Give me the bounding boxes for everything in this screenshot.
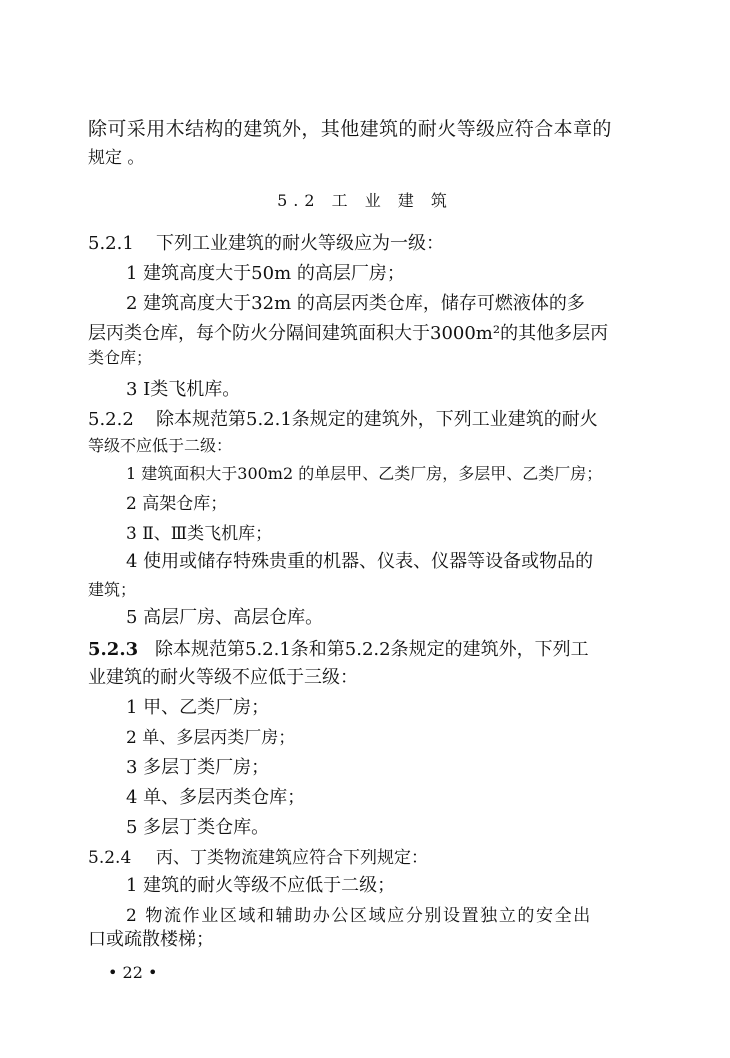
section-heading: 5.2 工 业 建 筑 (277, 191, 453, 210)
clause-number: 5.2.2 (88, 409, 134, 430)
clause-5-2-1 (88, 232, 444, 256)
list-item: 3 Ⅰ类飞机库。 (126, 379, 241, 400)
list-item-continuation: 建筑； (88, 580, 137, 599)
list-item-continuation: 口或疏散楼梯； (88, 929, 214, 950)
list-item: 1 甲、乙类厂房； (126, 697, 270, 718)
list-item: 2 物流作业区域和辅助办公区域应分别设置独立的安全出 (126, 906, 592, 926)
list-item: 1 建筑的耐火等级不应低于二级； (126, 875, 396, 896)
list-item: 2 高架仓库； (126, 494, 228, 514)
list-item: 4 使用或储存特殊贵重的机器、仪表、仪器等设备或物品的 (126, 551, 594, 572)
list-item-continuation: 类仓库； (88, 348, 153, 367)
list-item: 3 Ⅱ、Ⅲ类飞机库； (126, 524, 273, 544)
list-item: 1 建筑高度大于50m 的高层厂房； (126, 263, 405, 284)
clause-text-continuation: 等级不应低于二级： (88, 436, 233, 455)
list-item: 1 建筑面积大于300m2 的单层甲、乙类厂房，多层甲、乙类厂房； (126, 464, 603, 483)
clause-number: 5.2.3 (88, 639, 139, 660)
paragraph-line: 除可采用木结构的建筑外，其他建筑的耐火等级应符合本章的 (88, 118, 612, 140)
list-item: 2 建筑高度大于32m 的高层丙类仓库，储存可燃液体的多 (126, 293, 585, 314)
clause-number: 5.2.1 (88, 233, 134, 254)
page-number: • 22 • (108, 963, 158, 982)
clause-text: 丙、丁类物流建筑应符合下列规定： (156, 848, 428, 868)
clause-5-2-3 (88, 638, 589, 662)
clause-text: 下列工业建筑的耐火等级应为一级： (156, 233, 444, 254)
list-item: 2 单、多层丙类厂房； (126, 728, 296, 748)
clause-5-2-2 (88, 408, 598, 432)
clause-5-2-4 (88, 846, 428, 870)
clause-text: 除本规范第5.2.1条和第5.2.2条规定的建筑外，下列工 (155, 639, 589, 660)
list-item: 4 单、多层丙类仓库； (126, 787, 306, 808)
clause-text-continuation: 业建筑的耐火等级不应低于三级： (88, 667, 358, 688)
clause-number: 5.2.4 (88, 848, 132, 868)
list-item: 5 高层厂房、高层仓库。 (126, 607, 324, 628)
list-item: 5 多层丁类仓库。 (126, 817, 270, 838)
clause-text: 除本规范第5.2.1条规定的建筑外，下列工业建筑的耐火 (156, 409, 598, 430)
paragraph-line: 规定 。 (88, 148, 145, 168)
list-item: 3 多层丁类厂房； (126, 757, 270, 778)
list-item-continuation: 层丙类仓库，每个防火分隔间建筑面积大于3000m²的其他多层丙 (88, 323, 609, 344)
